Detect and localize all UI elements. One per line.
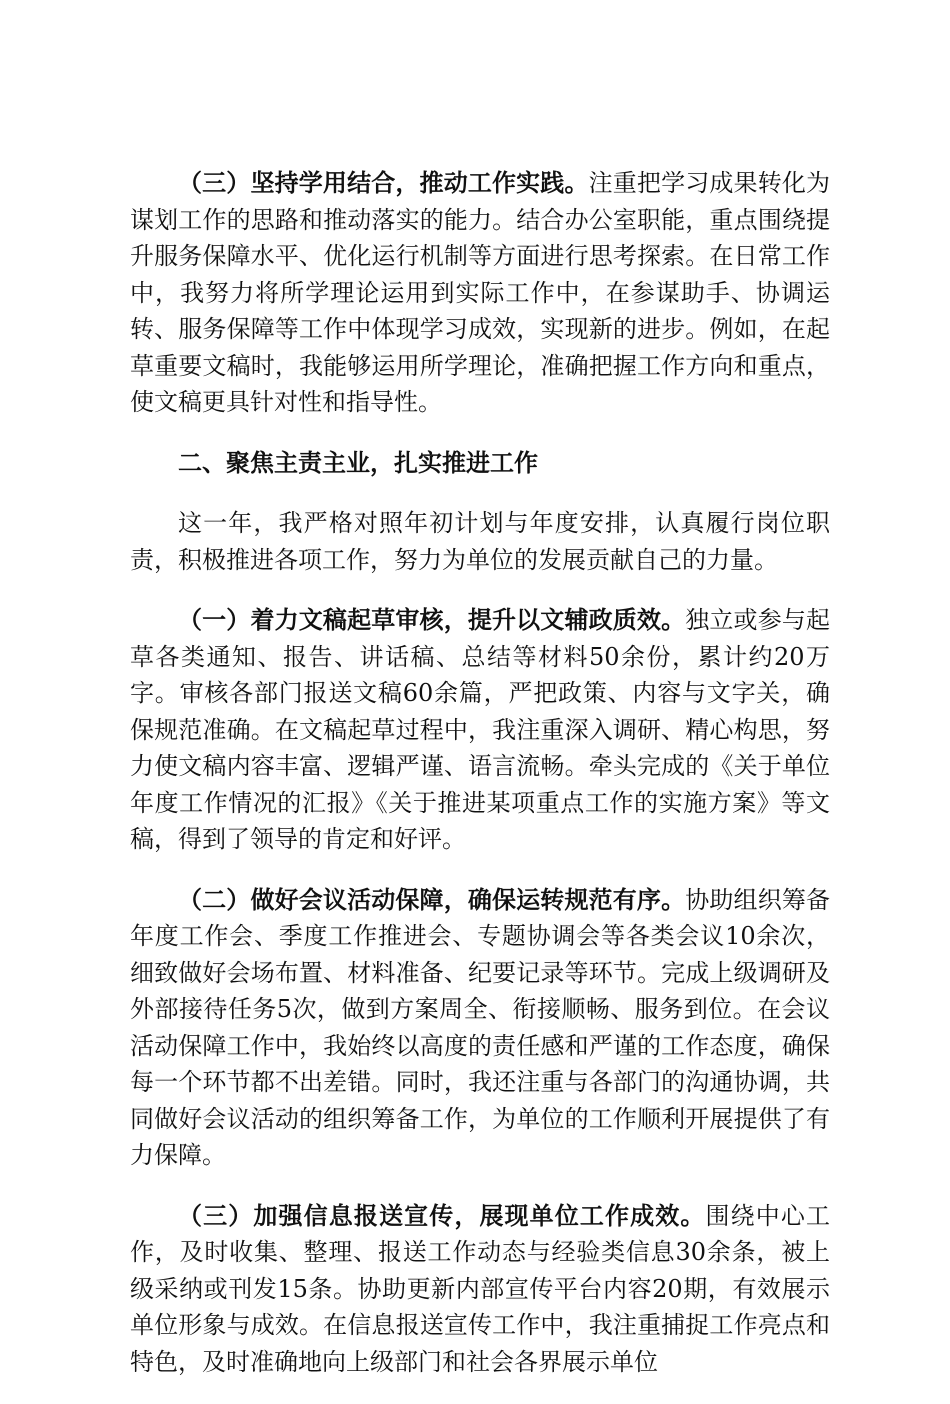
section-heading-main-duties (130, 445, 830, 482)
paragraph-text: 协助组织筹备年度工作会、季度工作推进会、专题协调会等各类会议10余次，细致做好会场布置、材料准备、纪要记录等环节。完成上级调研及外部接待任务5次，做到方案周全、衔接顺畅、服务到位。在会议活动保障工作中，我始终以高度的责任感和严谨的工作态度，确保每一个环节都不出差错。同时，我还注重与各部门的沟通协调，共同做好会议活动的组织筹备工作，为单位的工作顺利开展提供了有力保障。 (130, 885, 831, 1169)
paragraph-heading: （三）坚持学用结合，推动工作实践。 (178, 168, 589, 197)
paragraph-heading: （一）着力文稿起草审核，提升以文辅政质效。 (178, 605, 686, 634)
paragraph-heading: （三）加强信息报送宣传，展现单位工作成效。 (178, 1200, 706, 1230)
paragraph-text: 注重把学习成果转化为谋划工作的思路和推动落实的能力。结合办公室职能，重点围绕提升服务保障水平、优化运行机制等方面进行思考探索。在日常工作中，我努力将所学理论运用到实际工作中，在参谋助手、协调运转、服务保障等工作中体现学习成效，实现新的进步。例如，在起草重要文稿时，我能够运用所学理论，准确把握工作方向和重点，使文稿更具针对性和指导性。 (130, 169, 831, 416)
paragraph-text: 独立或参与起草各类通知、报告、讲话稿、总结等材料50余份，累计约20万字。审核各部门报送文稿60余篇，严把政策、内容与文字关，确保规范准确。在文稿起草过程中，我注重深入调研、精心构思，努力使文稿内容丰富、逻辑严谨、语言流畅。牵头完成的《关于单位年度工作情况的汇报》《关于推进某项重点工作的实施方案》等文稿，得到了领导的肯定和好评。 (130, 606, 831, 853)
section-title: 二、聚焦主责主业，扎实推进工作 (178, 447, 538, 477)
paragraph-study-practice (130, 165, 830, 421)
paragraph-text: 围绕中心工作，及时收集、整理、报送工作动态与经验类信息30余条，被上级采纳或刊发15条。协助更新内部宣传平台内容20期，有效展示单位形象与成效。在信息报送宣传工作中，我注重捕捉工作亮点和特色，及时准确地向上级部门和社会各界展示单位 (130, 1201, 831, 1376)
paragraph-section-intro (130, 505, 830, 578)
paragraph-text: 这一年，我严格对照年初计划与年度安排，认真履行岗位职责，积极推进各项工作，努力为单位的发展贡献自己的力量。 (130, 509, 830, 574)
paragraph-drafting-review (130, 602, 830, 858)
paragraph-information-publicity (130, 1198, 830, 1381)
document-body (130, 165, 830, 1404)
paragraph-heading: （二）做好会议活动保障，确保运转规范有序。 (178, 884, 686, 914)
paragraph-meeting-support (130, 882, 830, 1174)
